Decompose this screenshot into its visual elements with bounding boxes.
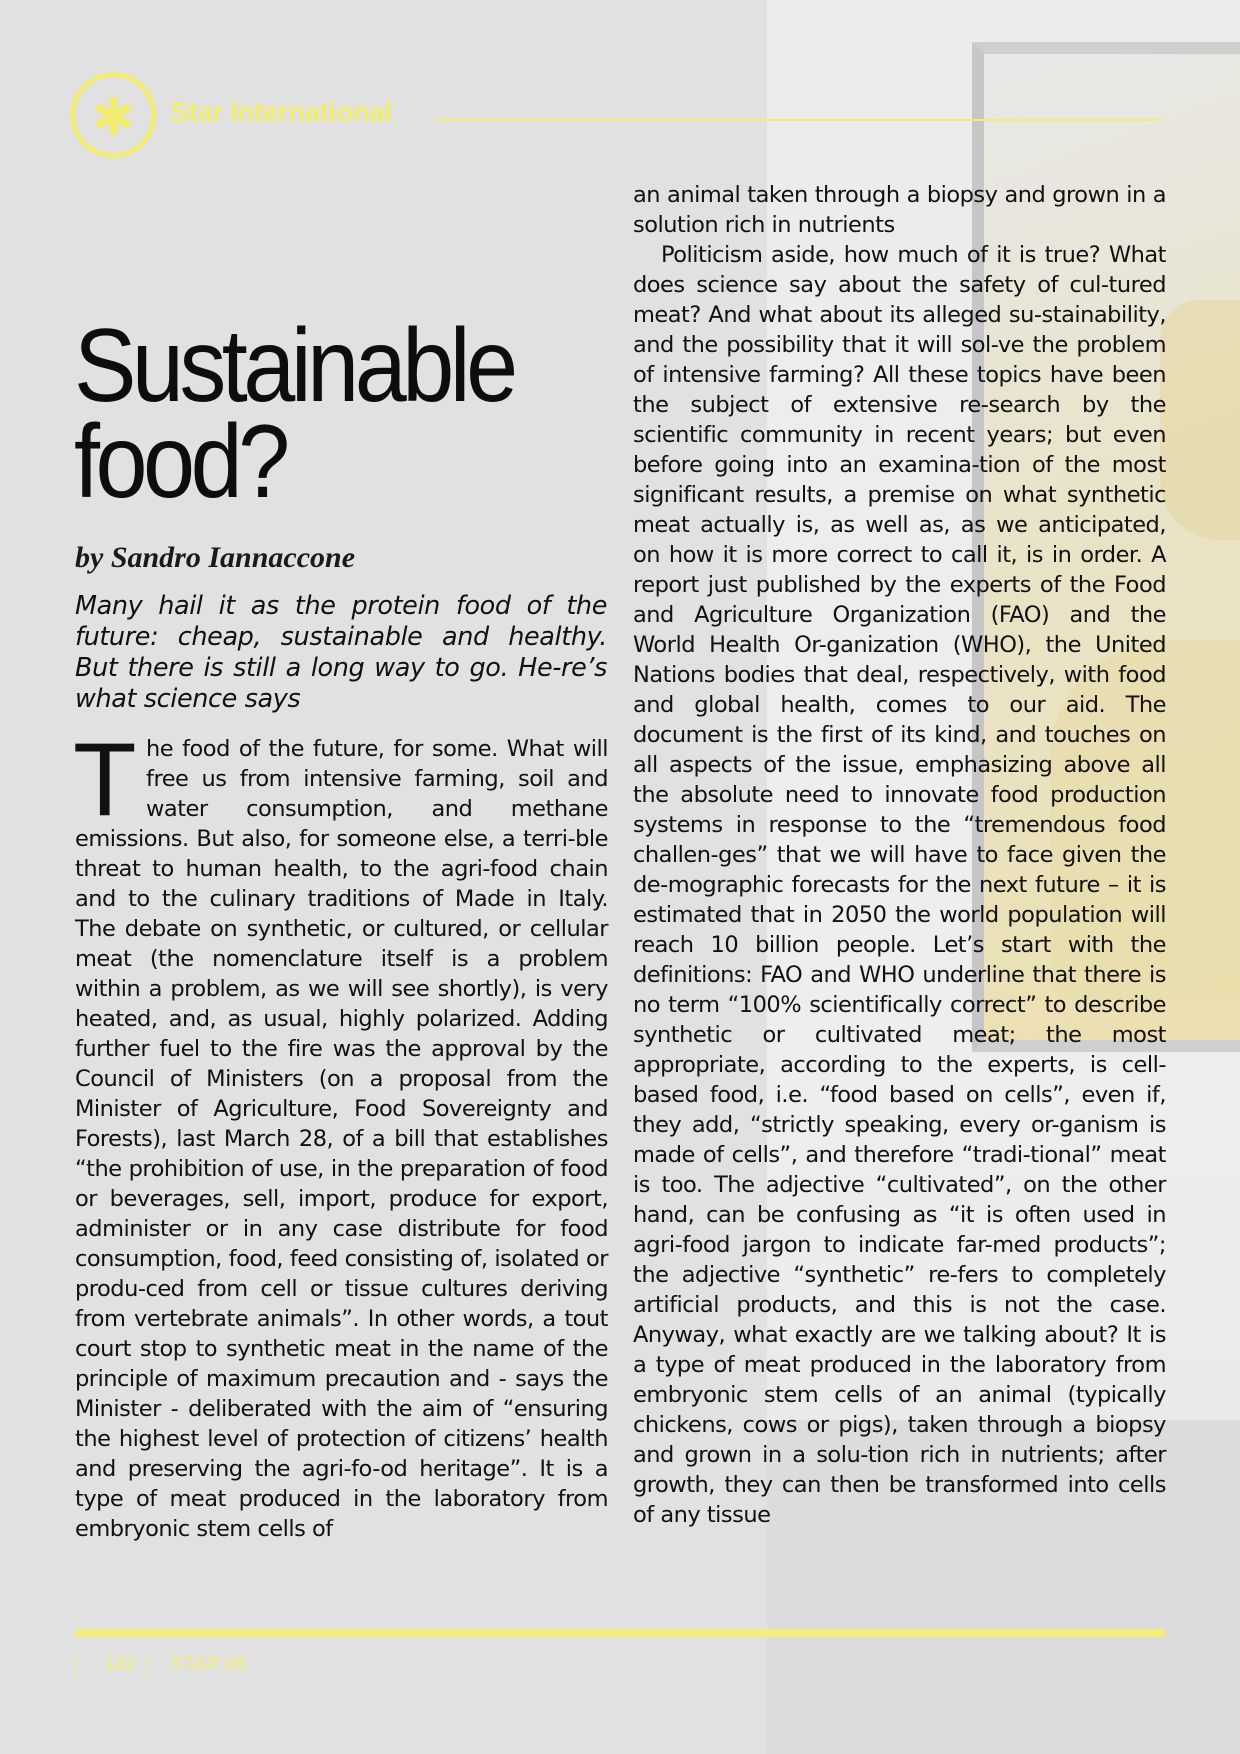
folio-separator bbox=[75, 1654, 76, 1676]
article-title bbox=[74, 308, 542, 520]
article-byline: by Sandro Iannaccone bbox=[75, 541, 356, 574]
drop-cap: T bbox=[73, 722, 137, 838]
header-divider bbox=[435, 119, 1163, 121]
issue-label: STAR #8 bbox=[170, 1654, 246, 1675]
body-paragraph: Politicism aside, how much of it is true? What does science say about the safety of cul-tured meat? And what about its alleged su-stainability, and the possibility that it will sol-ve the problem of intensive farming? All these topics have been the subject of extensive re-search by the scientific community in recent years; but even before going into an examina-tion of the most significant results, a premise on what synthetic meat actually is, as well as, as we anticipated, on how it is more correct to call it, is in order. A report just published by the experts of the Food and Agriculture Organization (FAO) and the World Health Or-ganization (WHO), the United Nations bodies that deal, respectively, with food and global health, comes to our aid. The document is the first of its kind, and touches on all aspects of the issue, emphasizing above all the absolute need to innovate food production systems in response to the “tremendous food challen-ges” that we will have to face given the de-mographic forecasts for the next future – it is estimated that in 2050 the world population will reach 10 billion people. Let’s start with the definitions: FAO and WHO underline that there is no term “100% scientifically correct” to describe synthetic or cultivated meat; the most appropriate, according to the experts, is cell-based food, i.e. “food based on cells”, even if, they add, “strictly speaking, every or-ganism is made of cells”, and therefore “tradi-tional” meat is too. The adjective “cultivated”, on the other hand, can be confusing as “it is often used in agri-food jargon to indicate far-med products”; the adjective “synthetic” re-fers to completely artificial products, and this is not the case. Anyway, what exactly are we talking about? It is a type of meat produced in the laboratory from embryonic stem cells of an animal (typically chickens, cows or pigs), taken through a biopsy and grown in a solu-tion rich in nutrients; after growth, they can then be transformed into cells of any tissue bbox=[633, 242, 1166, 1528]
body-text-left: he food of the future, for some. What will free us from intensive farming, soil and water consumption, and methane emissions. But also, for someone else, a terri-ble threat to human health, to the agri-food chain and to the culinary traditions of Made in Italy. The debate on synthetic, or cultured, or cellular meat (the nomenclature itself is a problem within a problem, as we will see shortly), is very heated, and, as usual, highly polarized. Adding further fuel to the fire was the approval by the Council of Ministers (on a proposal from the Minister of Agriculture, Food Sovereignty and Forests), last March 28, of a bill that establishes “the prohibition of use, in the preparation of food or beverages, sell, import, produce for export, administer or in any case distribute for food consumption, food, feed consisting of, isolated or produ-ced from cell or tissue cultures deriving from vertebrate animals”. In other words, a tout court stop to synthetic meat in the name of the principle of maximum precaution and - says the Minister - deliberated with the aim of “ensuring the highest level of protection of citizens’ health and preserving the agri-fo-od heritage”. It is a type of meat produced in the laboratory from embryonic stem cells of bbox=[75, 736, 608, 1542]
asterisk-icon: ✱ bbox=[91, 88, 135, 148]
article-standfirst: Many hail it as the protein food of the future: cheap, sustainable and healthy. But there is still a long way to go. He-re’s what science says bbox=[75, 591, 607, 714]
background-yellow-splash bbox=[1160, 300, 1240, 540]
folio-separator bbox=[147, 1654, 148, 1676]
title-line-1: Sustainable bbox=[74, 308, 514, 424]
star-logo-icon bbox=[70, 72, 156, 158]
body-column-left bbox=[73, 722, 608, 1544]
body-paragraph: an animal taken through a biopsy and grown in a solution rich in nutrients bbox=[633, 182, 1166, 238]
brand-name: Star International bbox=[170, 96, 392, 127]
page-number: 142 bbox=[104, 1654, 136, 1675]
footer-divider bbox=[75, 1629, 1165, 1637]
body-column-right bbox=[633, 180, 1166, 1530]
title-line-2: food? bbox=[74, 404, 286, 520]
